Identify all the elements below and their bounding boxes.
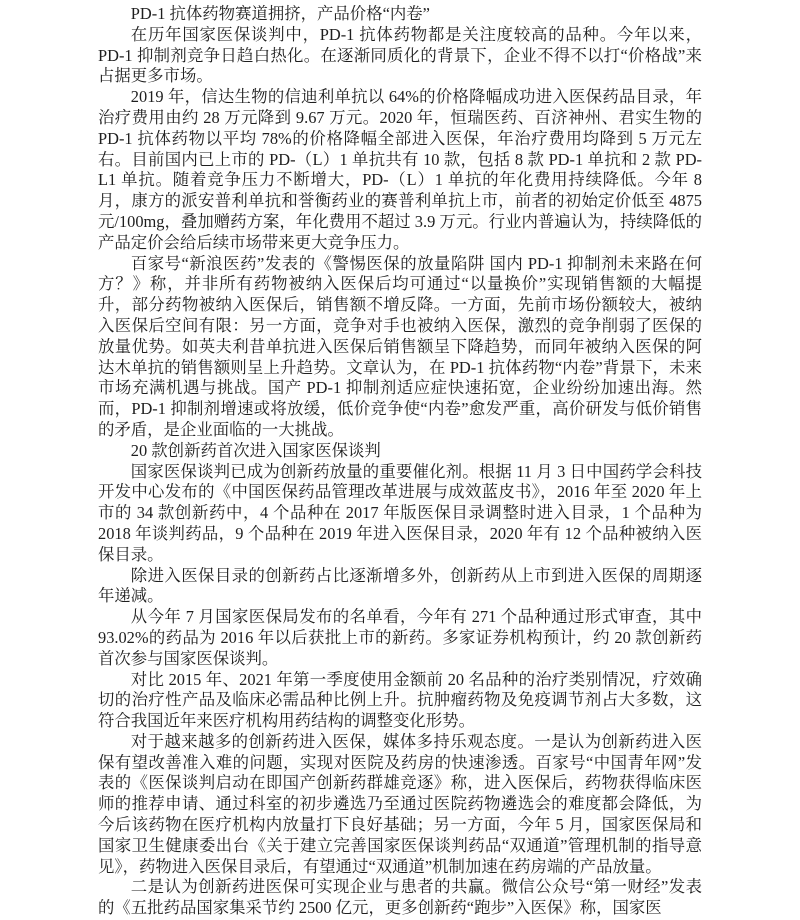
paragraph-cycle-decreasing: 除进入医保目录的创新药占比逐渐增多外，创新药从上市到进入医保的周期逐年递减。: [98, 565, 702, 606]
paragraph-sina-pharma-article: 百家号“新浪医药”发表的《警惕医保的放量陷阱 国内 PD-1 抑制剂未来路在何方？》称，并非所有药物被纳入医保后均可通过“以量换价”实现销售额的大幅提升，部分药物被纳入医保后，销售额不增反降。一方面，先前市场份额较大，被纳入医保后空间有限：另一方面，竞争对手也被纳入医保，激烈的竞争削弱了医保的放量优势。如英夫利昔单抗进入医保后销售额呈下降趋势，而同年被纳入医保的阿达木单抗的销售额则呈上升趋势。文章认为，在 PD-1 抗体药物“内卷”背景下，未来市场充满机遇与挑战。国产 PD-1 抑制剂适应症快速拓宽，企业纷纷加速出海。然而，PD-1 抑制剂增速或将放缓，低价竞争使“内卷”愈发严重，高价研发与低价销售的矛盾，是企业面临的一大挑战。: [98, 253, 702, 439]
paragraph-bluebook-statistics: 国家医保谈判已成为创新药放量的重要催化剂。根据 11 月 3 日中国药学会科技开发中心发布的《中国医保药品管理改革进展与成效蓝皮书》，2016 年至 2020 年上市的 34 款创新药中，4 个品种在 2017 年版医保目录调整时进入目录，1 个品种为 2018 年谈判药品，9 个品种在 2019 年进入医保目录，2020 年有 12 个品种被纳入医保目录。: [98, 461, 702, 564]
paragraph-negotiation-price-war: 在历年国家医保谈判中，PD-1 抗体药物都是关注度较高的品种。今年以来，PD-1 抑制剂竞争日趋白热化。在逐渐同质化的背景下，企业不得不以打“价格战”来占据更多市场。: [98, 24, 702, 86]
paragraph-treatment-category-comparison: 对比 2015 年、2021 年第一季度使用金额前 20 名品种的治疗类别情况，疗效确切的治疗性产品及临床必需品种比例上升。抗肿瘤药物及免疫调节剂占大多数，这符合我国近年来医疗机构用药结构的调整变化形势。: [98, 669, 702, 731]
paragraph-win-win-yicai: 二是认为创新药进医保可实现企业与患者的共赢。微信公众号“第一财经”发表的《五批药品国家集采节约 2500 亿元，更多创新药“跑步”入医保》称，国家医: [98, 877, 702, 918]
paragraph-price-cuts-history: 2019 年，信达生物的信迪利单抗以 64%的价格降幅成功进入医保药品目录，年治疗费用由约 28 万元降到 9.67 万元。2020 年，恒瑞医药、百济神州、君实生物的 PD-1 抗体药物以平均 78%的价格降幅全部进入医保，年治疗费用均降到 5 万元左右。目前国内已上市的 PD-（L）1 单抗共有 10 款，包括 8 款 PD-1 单抗和 2 款 PD-L1 单抗。随着竞争压力不断增大，PD-（L）1 单抗的年化费用持续降低。今年 8 月，康方的派安普利单抗和誉衡药业的赛普利单抗上市，前者的初始定价低至 4875 元/100mg，叠加赠药方案，年化费用不超过 3.9 万元。行业内普遍认为，持续降低的产品定价会给后续市场带来更大竞争压力。: [98, 87, 702, 252]
section-title-20-innovative-drugs: 20 款创新药首次进入国家医保谈判: [130, 440, 381, 460]
section-title-pd1-price-involution: PD-1 抗体药物赛道拥挤，产品价格“内卷”: [130, 4, 430, 23]
paragraph-media-optimism-access: 对于越来越多的创新药进入医保，媒体多持乐观态度。一是认为创新药进入医保有望改善准入难的问题，实现对医院及药房的快速渗透。百家号“中国青年网”发表的《医保谈判启动在即国产创新药群雄竞逐》称，进入医保后，药物获得临床医师的推荐申请、通过科室的初步遴选乃至通过医院药物遴选会的难度都会降低，为今后该药物在医疗机构内放量打下良好基础；另一方面，今年 5 月，国家医保局和国家卫生健康委出台《关于建立完善国家医保谈判药品“双通道”管理机制的指导意见》，药物进入医保目录后，有望通过“双通道”机制加速在药房端的产品放量。: [98, 731, 702, 876]
paragraph-july-list-review: 从今年 7 月国家医保局发布的名单看，今年有 271 个品种通过形式审查，其中 93.02%的药品为 2016 年以后获批上市的新药。多家证券机构预计，约 20 款创新药首次参与国家医保谈判。: [98, 607, 702, 668]
